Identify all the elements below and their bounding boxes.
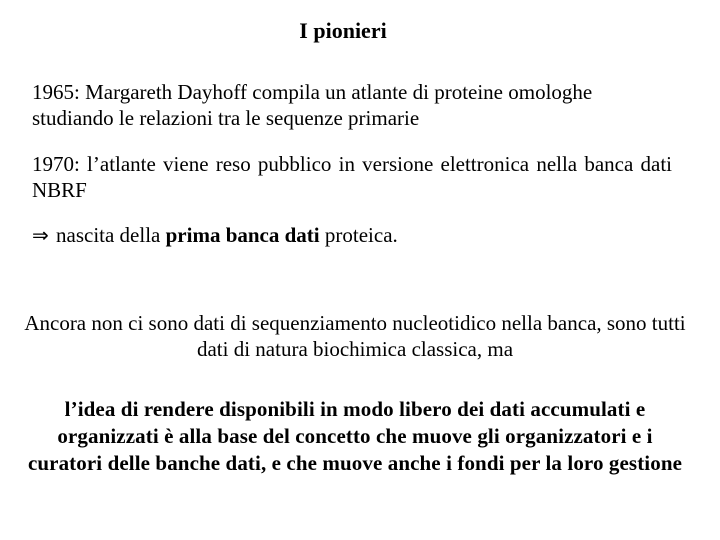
paragraph-1965: 1965: Margareth Dayhoff compila un atlante di proteine omologhe studiando le relazioni tra le sequenze primarie	[32, 80, 593, 130]
implies-arrow-icon: ⇒	[32, 223, 49, 247]
conclusion-paragraph: l’idea di rendere disponibili in modo libero dei dati accumulati e organizzati è alla base del concetto che muove gli organizzatori e i curatori delle banche dati, e che muove anche i fondi per la loro gestione	[27, 397, 683, 475]
consequence-text-before: nascita della	[56, 223, 161, 247]
paragraph-1970: 1970: l’atlante viene reso pubblico in versione elettronica nella banca dati NBRF	[32, 152, 672, 202]
consequence-text-after: proteica.	[324, 223, 398, 247]
note-paragraph: Ancora non ci sono dati di sequenziamento nucleotidico nella banca, sono tutti dati di natura biochimica classica, ma	[24, 311, 686, 361]
consequence-text-bold: prima banca dati	[165, 223, 320, 247]
slide-title: I pionieri	[299, 18, 387, 43]
consequence-line	[32, 222, 672, 248]
